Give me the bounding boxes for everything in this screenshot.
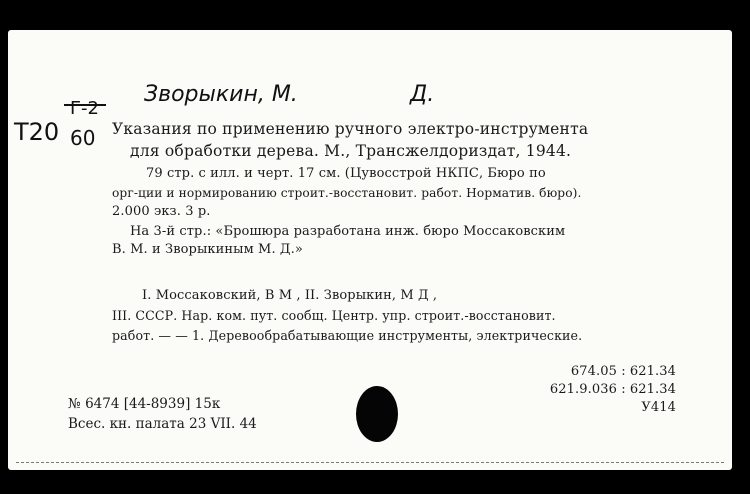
record-number: № 6474 [44-8939] 15к (68, 396, 221, 412)
description-line-1: 79 стр. с илл. и черт. 17 см. (Цувосстрой НКПС, Бюро по (146, 166, 546, 181)
punch-hole (356, 386, 398, 442)
tracing-line-3: работ. — — 1. Деревообрабатывающие инструменты, электрические. (112, 328, 583, 343)
classification-3: У414 (641, 400, 676, 415)
description-line-3: 2.000 экз. 3 р. (112, 204, 211, 219)
catalog-card (8, 30, 732, 470)
book-chamber-stamp: Всес. кн. палата 23 VII. 44 (68, 416, 257, 432)
shelf-mark-bottom: 60 (70, 126, 96, 150)
tracing-line-1: I. Моссаковский, В М , II. Зворыкин, М Д , (142, 288, 438, 303)
author-handwritten: Зворыкин, М. (144, 82, 298, 107)
note-line-1: На 3-й стр.: «Брошюра разработана инж. бюро Моссаковским (130, 224, 566, 239)
title-line-1: Указания по применению ручного электро-инструмента (112, 120, 589, 138)
shelf-mark-divider (64, 104, 106, 106)
note-line-2: В. М. и Зворыкиным М. Д.» (112, 242, 303, 257)
classification-1: 674.05 : 621.34 (570, 364, 676, 379)
shelf-mark-top: Г-2 (70, 98, 99, 119)
shelf-mark: Т20 (14, 118, 60, 146)
tracing-line-2: III. СССР. Нар. ком. пут. сообщ. Центр. упр. строит.-восстановит. (112, 308, 556, 323)
description-line-2: орг-ции и нормированию строит.-восстановит. работ. Норматив. бюро). (112, 186, 582, 200)
classification-2: 621.9.036 : 621.34 (549, 382, 676, 397)
author-initial: Д. (410, 82, 435, 107)
title-line-2: для обработки дерева. М., Трансжелдориздат, 1944. (130, 142, 572, 160)
perforation-line (16, 462, 724, 463)
